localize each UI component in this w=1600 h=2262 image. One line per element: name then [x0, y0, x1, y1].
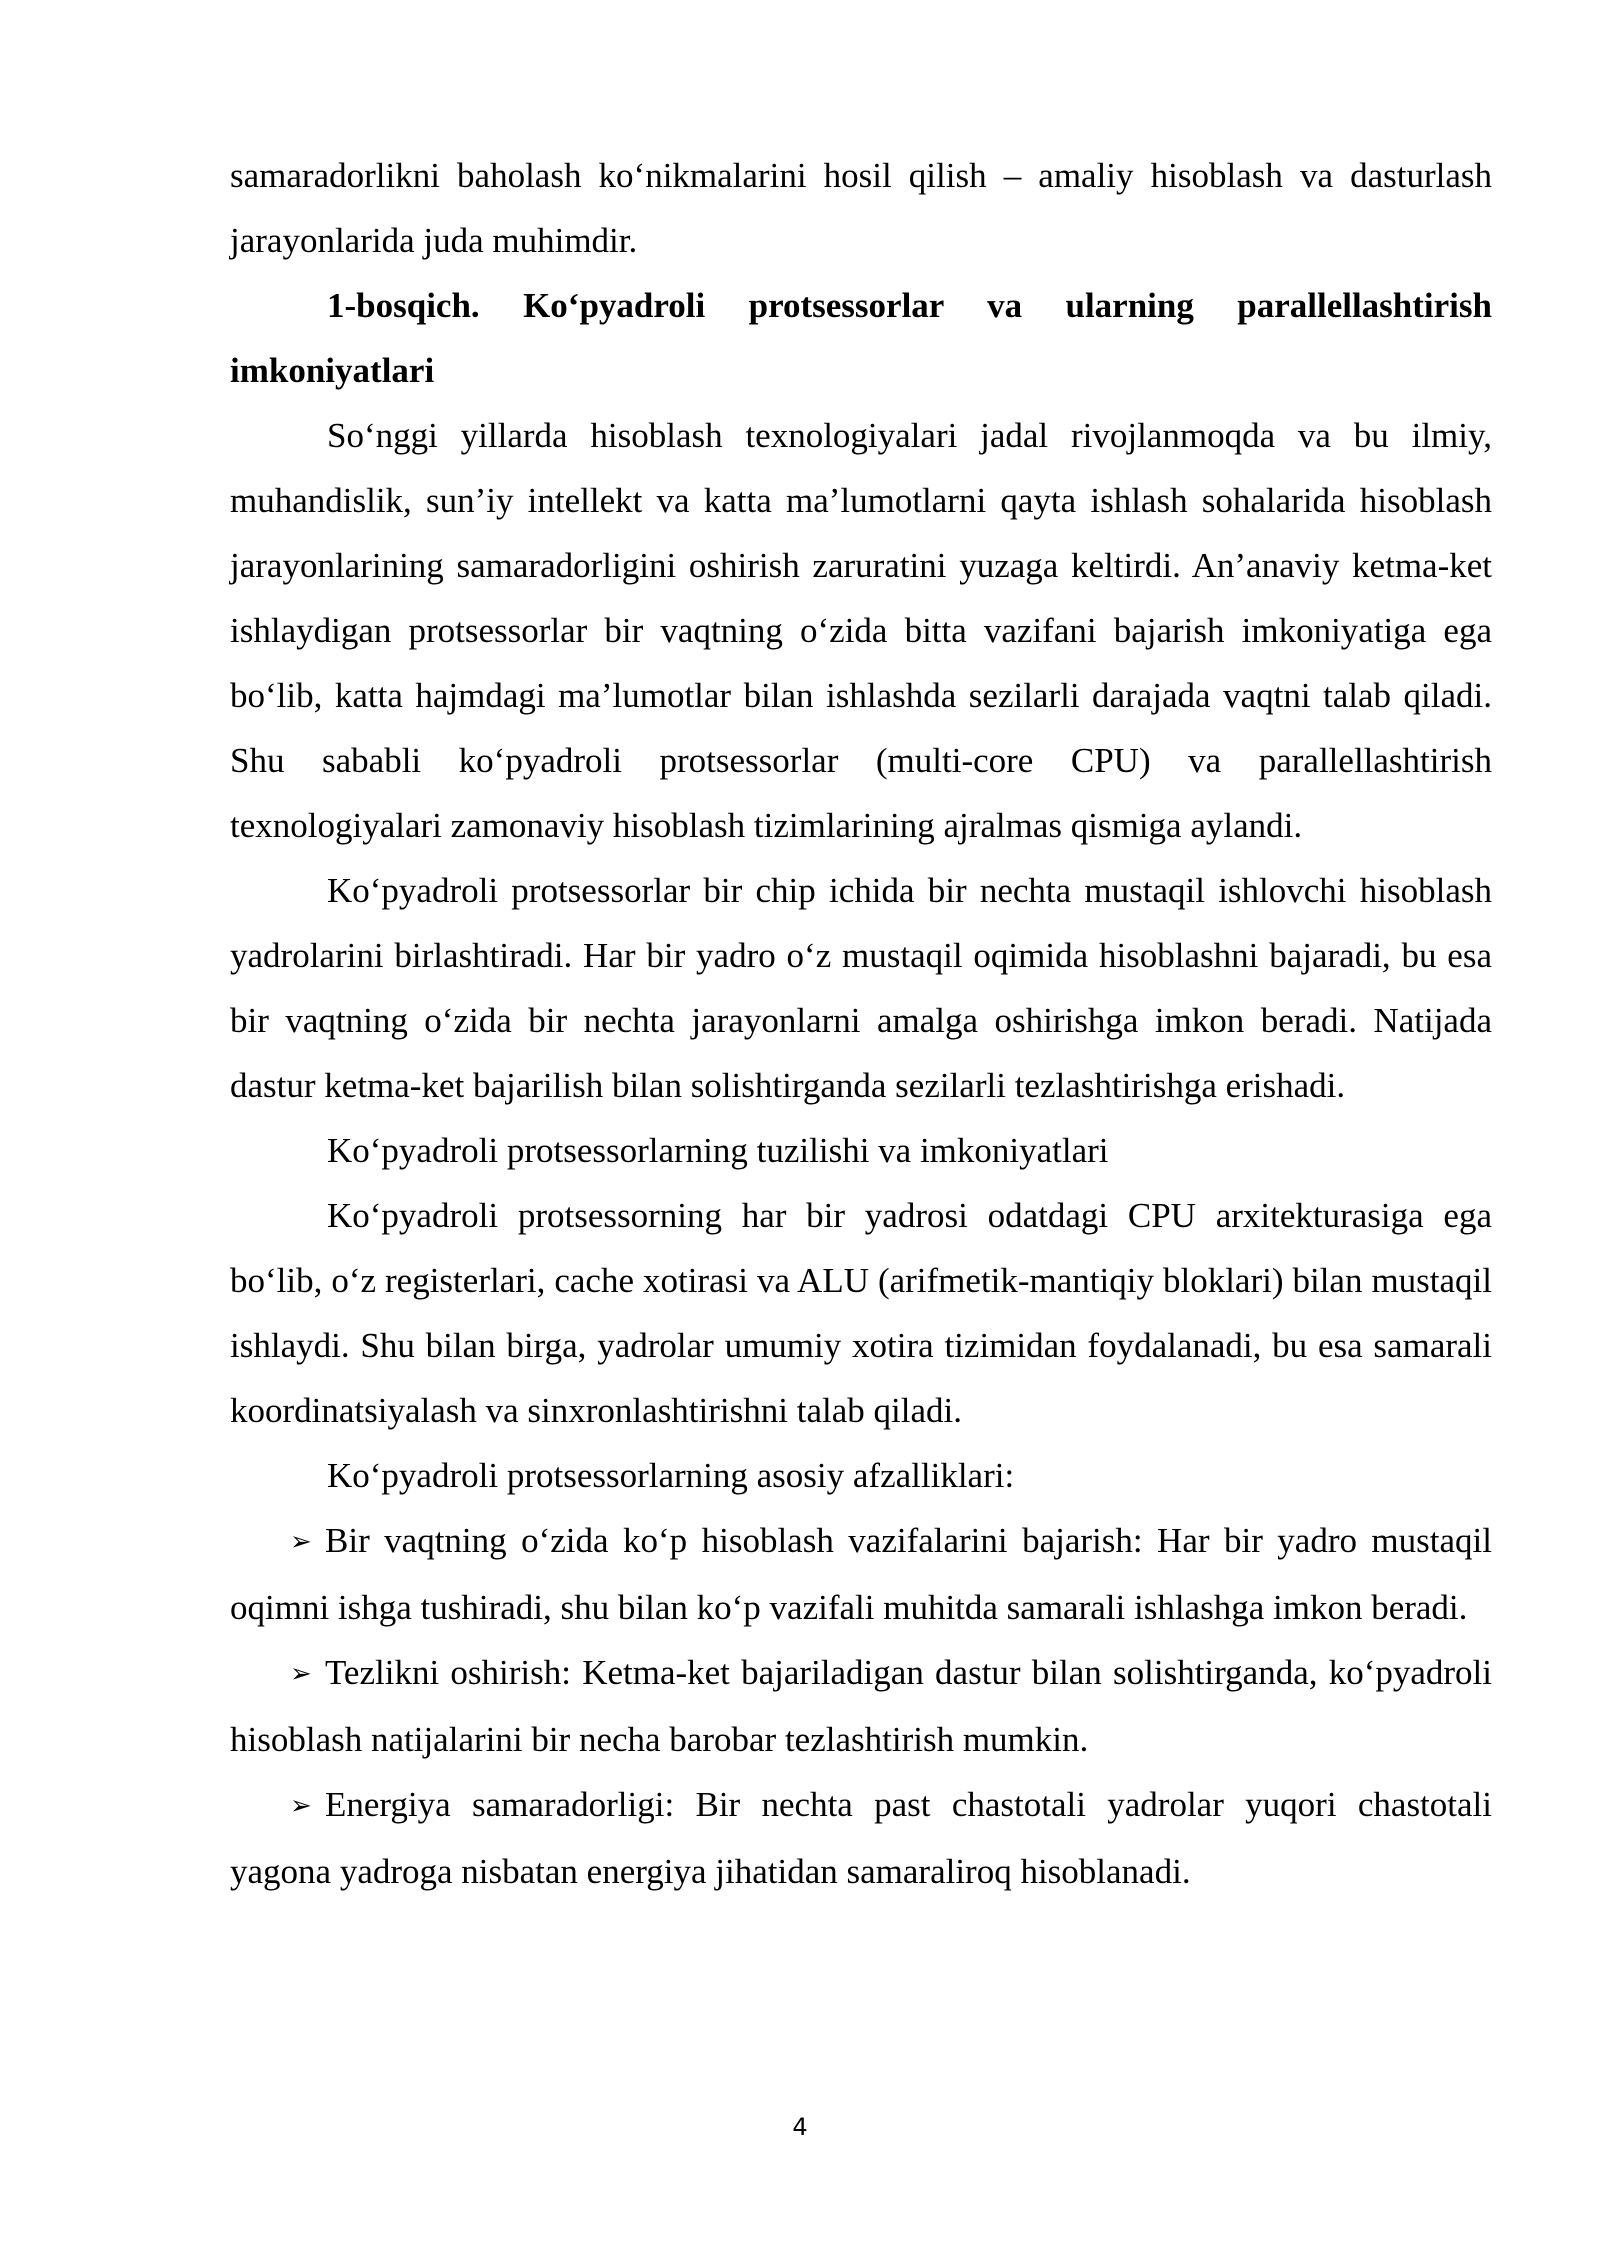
paragraph-continuation: samaradorlikni baholash ko‘nikmalarini hosil qilish – amaliy hisoblash va dasturlash jarayonlarida juda muhimdir.: [230, 156, 1492, 260]
page-number: 4: [792, 2113, 808, 2141]
arrow-bullet-icon: ➢: [290, 1791, 312, 1821]
bullet-item: [230, 1640, 1492, 1772]
bullet-text: Tezlikni oshirish: Ketma-ket bajariladigan dastur bilan solishtirganda, ko‘pyadroli hisoblash natijalarini bir necha barobar tezlashtirish mumkin.: [230, 1653, 1492, 1759]
bullet-item: [230, 1508, 1492, 1640]
arrow-bullet-icon: ➢: [290, 1527, 312, 1557]
bullet-text: Energiya samaradorligi: Bir nechta past chastotali yadrolar yuqori chastotali yagona yadroga nisbatan energiya jihatidan samaraliroq hisoblanadi.: [230, 1785, 1492, 1891]
section-heading: 1-bosqich. Ko‘pyadroli protsessorlar va ularning parallellashtirish imkoniyatlari: [230, 286, 1492, 390]
paragraph-structure: Ko‘pyadroli protsessorning har bir yadrosi odatdagi CPU arxitekturasiga ega bo‘lib, o‘z registerlari, cache xotirasi va ALU (arifmetik-mantiqiy bloklari) bilan mustaqil ishlaydi. Shu bilan birga, yadrolar umumiy xotira tizimidan foydalanadi, bu esa samarali koordinatsiyalash va sinxronlashtirishni talab qiladi.: [230, 1196, 1492, 1430]
paragraph-intro: So‘nggi yillarda hisoblash texnologiyalari jadal rivojlanmoqda va bu ilmiy, muhandislik, sun’iy intellekt va katta ma’lumotlarni qayta ishlash sohalarida hisoblash jarayonlarining samaradorligini oshirish zaruratini yuzaga keltirdi. An’anaviy ketma-ket ishlaydigan protsessorlar bir vaqtning o‘zida bitta vazifani bajarish imkoniyatiga ega bo‘lib, katta hajmdagi ma’lumotlar bilan ishlashda sezilarli darajada vaqtni talab qiladi. Shu sababli ko‘pyadroli protsessorlar (multi-core CPU) va parallellashtirish texnologiyalari zamonaviy hisoblash tizimlarining ajralmas qismiga aylandi.: [230, 416, 1492, 845]
arrow-bullet-icon: ➢: [290, 1659, 312, 1689]
subheading-structure: Ko‘pyadroli protsessorlarning tuzilishi va imkoniyatlari: [327, 1131, 1109, 1170]
bullet-item: [230, 1772, 1492, 1904]
document-body: [230, 143, 1492, 1904]
subheading-advantages: Ko‘pyadroli protsessorlarning asosiy afzalliklari:: [327, 1456, 1015, 1495]
bullet-text: Bir vaqtning o‘zida ko‘p hisoblash vazifalarini bajarish: Har bir yadro mustaqil oqimni ishga tushiradi, shu bilan ko‘p vazifali muhitda samarali ishlashga imkon beradi.: [230, 1521, 1492, 1627]
paragraph-multicore: Ko‘pyadroli protsessorlar bir chip ichida bir nechta mustaqil ishlovchi hisoblash yadrolarini birlashtiradi. Har bir yadro o‘z mustaqil oqimida hisoblashni bajaradi, bu esa bir vaqtning o‘zida bir nechta jarayonlarni amalga oshirishga imkon beradi. Natijada dastur ketma-ket bajarilish bilan solishtirganda sezilarli tezlashtirishga erishadi.: [230, 871, 1492, 1105]
